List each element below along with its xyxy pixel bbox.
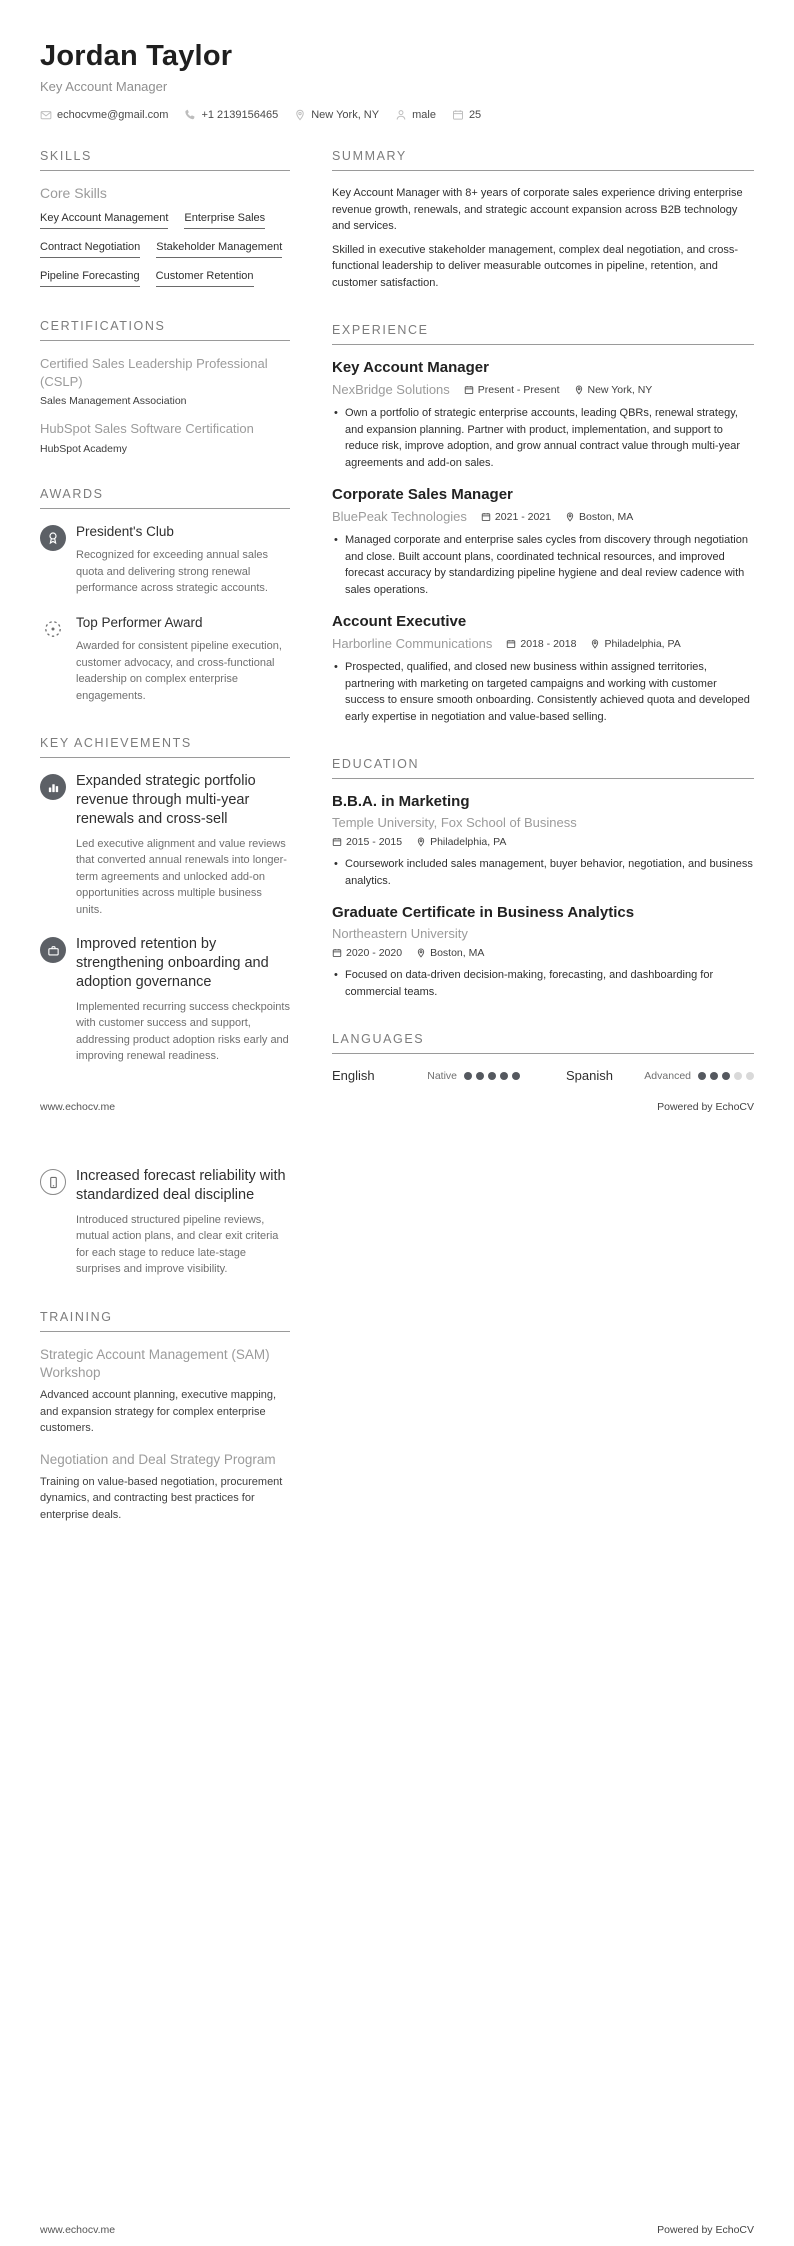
page-footer xyxy=(40,1101,754,1113)
location-pin-icon xyxy=(565,512,575,522)
training-description: Advanced account planning, executive mapping, and expansion strategy for complex enterprise customers. xyxy=(40,1389,277,1435)
location-pin-icon xyxy=(590,639,600,649)
footer-website-link[interactable]: www.echocv.me xyxy=(40,2224,116,2236)
contact-phone[interactable] xyxy=(184,109,278,121)
key-achievements-heading: KEY ACHIEVEMENTS xyxy=(40,736,290,758)
job-bullet: • Own a portfolio of strategic enterprise accounts, leading QBRs, renewal strategy, and expansion planning. Partner with product, implementation, and support to reduce risk, improve adoption, and grow annual contract value through multi-year agreements and add-on sales. xyxy=(332,405,754,471)
job-dates-text: Present - Present xyxy=(477,383,560,396)
section-skills xyxy=(40,149,290,287)
page-1-columns xyxy=(40,149,754,1083)
training-item xyxy=(40,1451,290,1524)
languages-heading: LANGUAGES xyxy=(332,1032,754,1054)
contact-gender-text: male xyxy=(412,109,436,121)
job-dates xyxy=(481,511,551,523)
job-dates-text: 2018 - 2018 xyxy=(520,637,577,650)
training-heading: TRAINING xyxy=(40,1310,290,1332)
section-key-achievements xyxy=(40,736,290,1065)
achievement-body xyxy=(76,935,290,1065)
section-summary xyxy=(332,149,754,291)
section-languages xyxy=(332,1032,754,1083)
award-title: Top Performer Award xyxy=(76,614,203,630)
skill-chip: Customer Retention xyxy=(156,270,254,287)
location-pin-icon xyxy=(416,948,426,958)
summary-paragraph: Skilled in executive stakeholder management, complex deal negotiation, and cross-functional leadership to deliver measurable outcomes in pipeline, retention, and customer satisfaction. xyxy=(332,243,739,289)
award-title: President's Club xyxy=(76,523,174,539)
job-dates xyxy=(506,638,576,650)
certification-name: Certified Sales Leadership Professional (CSLP) xyxy=(40,356,268,389)
achievement-item xyxy=(40,935,290,1065)
footer-powered-by: Powered by EchoCV xyxy=(657,1101,754,1113)
summary-paragraph: Key Account Manager with 8+ years of corporate sales experience driving enterprise revenue growth, renewals, and strategic account expansion across B2B technology and services. xyxy=(332,187,743,232)
contact-age xyxy=(452,109,481,121)
job-dates-text: 2021 - 2021 xyxy=(494,510,551,523)
training-description: Training on value-based negotiation, procurement dynamics, and contracting best practices for enterprise deals. xyxy=(40,1475,283,1521)
awards-heading: AWARDS xyxy=(40,487,290,509)
education-bullet: • Coursework included sales management, buyer behavior, negotiation, and business analytics. xyxy=(332,856,754,889)
job-location-text: Boston, MA xyxy=(578,510,634,523)
language-name: Spanish xyxy=(566,1068,613,1083)
contact-age-text: 25 xyxy=(468,109,482,121)
footer-powered-by: Powered by EchoCV xyxy=(657,2224,754,2236)
section-awards xyxy=(40,487,290,705)
left-column xyxy=(40,149,290,1083)
summary-heading: SUMMARY xyxy=(332,149,754,171)
certifications-heading: CERTIFICATIONS xyxy=(40,319,290,341)
job-title: Corporate Sales Manager xyxy=(332,486,513,503)
skill-chip: Stakeholder Management xyxy=(156,241,282,258)
job-location xyxy=(574,384,653,396)
certification-issuer: HubSpot Academy xyxy=(40,442,127,455)
section-education xyxy=(332,757,754,1000)
language-item xyxy=(332,1068,520,1083)
job-company: BluePeak Technologies xyxy=(332,509,467,524)
left-column-continued xyxy=(40,1167,290,1523)
language-item xyxy=(566,1068,754,1083)
skill-chip: Contract Negotiation xyxy=(40,241,140,258)
education-dates-text: 2015 - 2015 xyxy=(346,836,403,848)
experience-entry xyxy=(332,486,754,598)
calendar-icon xyxy=(452,109,464,121)
location-pin-icon xyxy=(294,109,306,121)
education-meta xyxy=(332,836,754,848)
skills-heading: SKILLS xyxy=(40,149,290,171)
education-bullet: • Focused on data-driven decision-making, forecasting, and dashboarding for commercial teams. xyxy=(332,967,754,1000)
person-icon xyxy=(395,109,407,121)
page-footer xyxy=(40,2224,754,2236)
target-icon xyxy=(40,616,66,642)
certification-name: HubSpot Sales Software Certification xyxy=(40,421,254,437)
job-location-text: Philadelphia, PA xyxy=(604,637,681,650)
smartphone-icon xyxy=(40,1169,66,1195)
education-degree: B.B.A. in Marketing xyxy=(332,793,470,810)
footer-website-link[interactable]: www.echocv.me xyxy=(40,1101,116,1113)
contact-row xyxy=(40,109,754,121)
training-title: Negotiation and Deal Strategy Program xyxy=(40,1451,276,1467)
language-dots xyxy=(698,1072,754,1080)
education-meta xyxy=(332,947,754,959)
training-title: Strategic Account Management (SAM) Workshop xyxy=(40,1346,270,1380)
education-degree: Graduate Certificate in Business Analytics xyxy=(332,904,635,921)
candidate-name: Jordan Taylor xyxy=(40,40,233,72)
award-description: Awarded for consistent pipeline execution, customer advocacy, and cross-functional leadership on complex enterprise engagements. xyxy=(76,640,282,702)
contact-location xyxy=(294,109,379,121)
experience-entry xyxy=(332,359,754,471)
education-school: Northeastern University xyxy=(332,926,468,941)
calendar-icon xyxy=(506,639,516,649)
achievement-body xyxy=(76,772,290,918)
language-dots xyxy=(464,1072,520,1080)
language-name: English xyxy=(332,1068,375,1083)
job-dates xyxy=(464,384,560,396)
calendar-icon xyxy=(332,948,342,958)
job-location xyxy=(590,638,680,650)
education-location xyxy=(416,947,484,959)
education-dates xyxy=(332,836,402,848)
education-location xyxy=(416,836,506,848)
contact-location-text: New York, NY xyxy=(311,109,380,121)
calendar-icon xyxy=(481,512,491,522)
bar-chart-icon xyxy=(40,774,66,800)
education-heading: EDUCATION xyxy=(332,757,754,779)
skills-group-title: Core Skills xyxy=(40,185,107,201)
award-item xyxy=(40,614,290,705)
job-company: NexBridge Solutions xyxy=(332,382,450,397)
training-item xyxy=(40,1346,290,1437)
right-column xyxy=(332,149,754,1083)
education-location-text: Boston, MA xyxy=(430,947,485,959)
language-level: Native xyxy=(427,1069,457,1082)
job-meta xyxy=(332,509,754,524)
job-bullet: • Managed corporate and enterprise sales cycles from discovery through negotiation and close. Built account plans, coordinated technical resources, and improved forecast accuracy by standardizing pipeline hygiene and deal review cadence with sales operations. xyxy=(332,532,754,598)
phone-icon xyxy=(184,109,196,121)
contact-gender xyxy=(395,109,436,121)
skill-chip: Enterprise Sales xyxy=(184,212,265,229)
experience-entry xyxy=(332,613,754,725)
section-experience xyxy=(332,323,754,725)
education-entry xyxy=(332,793,754,889)
candidate-title: Key Account Manager xyxy=(40,79,168,94)
language-row xyxy=(332,1068,754,1083)
achievement-description: Introduced structured pipeline reviews, mutual action plans, and clear exit criteria for each stage to reduce late-stage surprises and improve visibility. xyxy=(76,1213,279,1276)
job-company: Harborline Communications xyxy=(332,636,493,651)
certification-item xyxy=(40,420,290,455)
contact-phone-text: +1 2139156465 xyxy=(201,109,279,121)
job-meta xyxy=(332,382,754,397)
achievement-item xyxy=(40,1167,290,1278)
award-body xyxy=(76,614,290,705)
email-icon xyxy=(40,109,52,121)
achievement-title: Improved retention by strengthening onboarding and adoption governance xyxy=(76,936,269,990)
section-training xyxy=(40,1310,290,1524)
language-level: Advanced xyxy=(644,1069,691,1082)
medal-icon xyxy=(40,525,66,551)
location-pin-icon xyxy=(574,385,584,395)
briefcase-icon xyxy=(40,937,66,963)
education-dates xyxy=(332,947,402,959)
job-bullet: • Prospected, qualified, and closed new business within assigned territories, partnering with marketing on targeted campaigns and working with customer success to ensure smooth onboarding. Consistently achieved quota and developed early expertise in negotiation and value-based selling. xyxy=(332,659,754,725)
section-certifications xyxy=(40,319,290,455)
education-school: Temple University, Fox School of Business xyxy=(332,815,577,830)
location-pin-icon xyxy=(416,837,426,847)
job-location xyxy=(565,511,633,523)
job-title: Account Executive xyxy=(332,613,467,630)
resume-header xyxy=(40,40,754,121)
award-description: Recognized for exceeding annual sales quota and delivering strong renewal performance across strategic accounts. xyxy=(76,549,269,595)
language-rating xyxy=(427,1070,520,1082)
job-location-text: New York, NY xyxy=(587,383,653,396)
achievement-title: Expanded strategic portfolio revenue through multi-year renewals and cross-sell xyxy=(76,773,256,827)
skill-chip: Pipeline Forecasting xyxy=(40,270,140,287)
achievement-description: Implemented recurring success checkpoints with customer success and support, addressing product adoption risks early and improving renewal readiness. xyxy=(76,1000,290,1063)
calendar-icon xyxy=(464,385,474,395)
certification-issuer: Sales Management Association xyxy=(40,395,187,408)
award-body xyxy=(76,523,290,597)
language-rating xyxy=(644,1070,754,1082)
achievement-title: Increased forecast reliability with standardized deal discipline xyxy=(76,1168,286,1203)
job-title: Key Account Manager xyxy=(332,359,489,376)
contact-email-text: echocvme@gmail.com xyxy=(57,109,169,121)
award-item xyxy=(40,523,290,597)
skill-chip: Key Account Management xyxy=(40,212,168,229)
achievement-body xyxy=(76,1167,290,1278)
education-location-text: Philadelphia, PA xyxy=(430,836,507,848)
education-entry xyxy=(332,904,754,1000)
calendar-icon xyxy=(332,837,342,847)
certification-item xyxy=(40,355,290,407)
contact-email[interactable] xyxy=(40,109,168,121)
experience-heading: EXPERIENCE xyxy=(332,323,754,345)
achievement-description: Led executive alignment and value reviews that converted annual renewals into longer-term agreements and unlocked add-on opportunities across multiple business units. xyxy=(76,837,287,916)
job-meta xyxy=(332,636,754,651)
achievement-item xyxy=(40,772,290,918)
resume-page-2 xyxy=(0,1123,794,2246)
skill-list xyxy=(40,212,290,287)
education-dates-text: 2020 - 2020 xyxy=(346,947,403,959)
